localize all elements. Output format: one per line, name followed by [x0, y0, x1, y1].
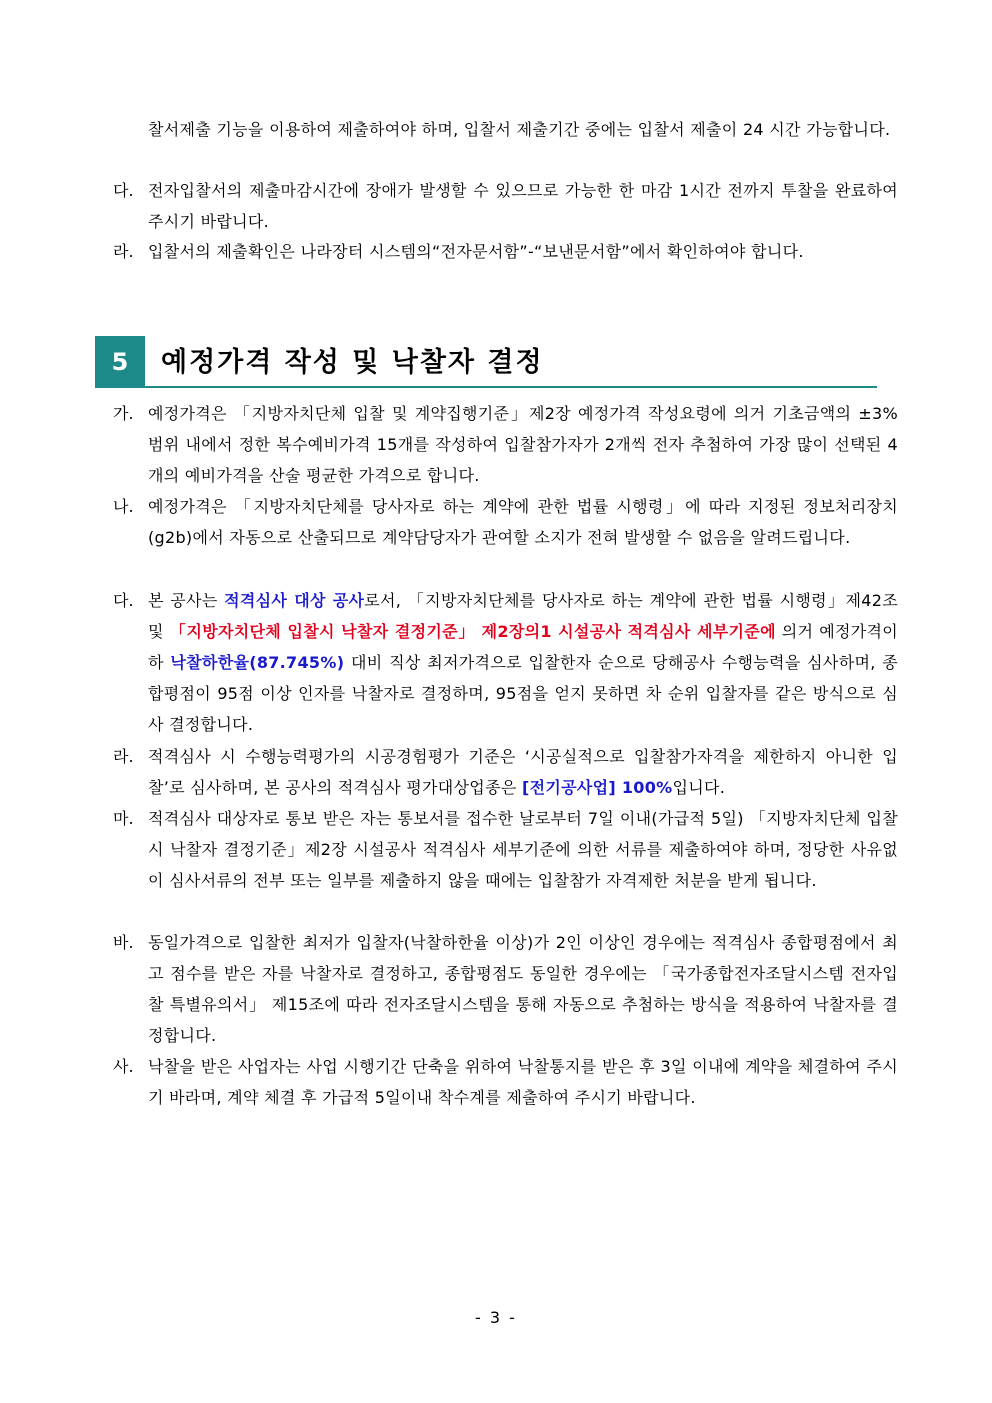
item-text: 동일가격으로 입찰한 최저가 입찰자(낙찰하한율 이상)가 2인 이상인 경우에는 적격심사 종합평점에서 최고 점수를 받은 자를 낙찰자로 결정하고, 종합평점도 동일한 경우에는 「국가종합전자조달시스템 전자입찰 특별유의서」 제15조에 따라 전자조달시스템을 통해 자동으로 추첨하는 방식을 적용하여 낙찰자를 결정합니다.	[148, 933, 898, 1045]
text-run: 의거 예정가격이하	[148, 622, 898, 672]
item-text: 입찰서의 제출확인은 나라장터 시스템의“전자문서함”-“보낸문서함”에서 확인하여야 합니다.	[148, 242, 804, 261]
item-marker: 나.	[113, 497, 134, 516]
list-item-ra	[113, 741, 898, 803]
item-text: 낙찰을 받은 사업자는 사업 시행기간 단축을 위하여 낙찰통지를 받은 후 3일 이내에 계약을 체결하여 주시기 바라며, 계약 체결 후 가급적 5일이내 착수계를 제출하여 주시기 바랍니다.	[148, 1057, 898, 1107]
item-text: 적격심사 대상자로 통보 받은 자는 통보서를 접수한 날로부터 7일 이내(가급적 5일) 「지방자치단체 입찰시 낙찰자 결정기준」제2장 시설공사 적격심사 세부기준에 의한 서류를 제출하여야 하며, 정당한 사유없이 심사서류의 전부 또는 일부를 제출하지 않을 때에는 입찰참가 자격제한 처분을 받게 됩니다.	[148, 809, 898, 890]
item-text: 전자입찰서의 제출마감시간에 장애가 발생할 수 있으므로 가능한 한 마감 1시간 전까지 투찰을 완료하여 주시기 바랍니다.	[148, 181, 898, 231]
text-run: 적격심사 시 수행능력평가의 시공경험평가 기준은 ‘시공실적으로 입찰참가자격을 제한하지 아니한 입찰’로 심사하며, 본 공사의 적격심사 평가대상업종은	[148, 747, 898, 797]
highlight-business-type: [전기공사업] 100%	[521, 778, 673, 797]
text-run: 입니다.	[672, 778, 726, 797]
page-number: - 3 -	[475, 1308, 517, 1327]
item-text	[148, 741, 898, 803]
section-heading	[95, 336, 877, 388]
item-marker: 가.	[113, 404, 134, 423]
continuation-paragraph: 찰서제출 기능을 이용하여 제출하여야 하며, 입찰서 제출기간 중에는 입찰서 제출이 24 시간 가능합니다.	[148, 120, 891, 139]
list-item-ga	[113, 398, 898, 491]
item-marker: 다.	[113, 591, 134, 610]
item-text	[148, 585, 898, 740]
text-run: 대비 직상 최저가격으로 입찰한자 순으로 당해공사 수행능력을 심사하며, 종합평점이 95점 이상 인자를 낙찰자로 결정하며, 95점을 얻지 못하면 차 순위 입찰자를 같은 방식으로 심사 결정합니다.	[148, 653, 898, 734]
list-item-na	[113, 491, 898, 553]
section-number-badge: 5	[95, 336, 145, 388]
item-marker: 마.	[113, 809, 134, 828]
item-marker: 바.	[113, 933, 134, 952]
item-marker: 다.	[113, 181, 134, 200]
item-text: 예정가격은 「지방자치단체를 당사자로 하는 계약에 관한 법률 시행령」에 따라 지정된 정보처리장치(g2b)에서 자동으로 산출되므로 계약담당자가 관여할 소지가 전혀 발생할 수 없음을 알려드립니다.	[148, 497, 898, 547]
section-title: 예정가격 작성 및 낙찰자 결정	[161, 347, 544, 378]
list-item-da	[113, 585, 898, 740]
section-underline	[145, 386, 877, 388]
list-item-ma	[113, 803, 898, 896]
text-run: 본 공사는	[148, 591, 225, 610]
list-item-ba	[113, 927, 898, 1051]
list-item-sa	[113, 1051, 898, 1113]
list-item-ra-intro	[113, 236, 898, 267]
highlight-qualification-target: 적격심사 대상 공사	[224, 591, 365, 610]
item-text: 예정가격은 「지방자치단체 입찰 및 계약집행기준」제2장 예정가격 작성요령에 의거 기초금액의 ±3% 범위 내에서 정한 복수예비가격 15개를 작성하여 입찰참가자가 2개씩 전자 추첨하여 가장 많이 선택된 4개의 예비가격을 산술 평균한 가격으로 합니다.	[148, 404, 898, 485]
list-item-da-intro	[113, 175, 898, 237]
text-run: 로서, 「지방자치단체를 당사자로 하는 계약에 관한 법률 시행령」제42조 및	[148, 591, 898, 641]
item-marker: 사.	[113, 1057, 134, 1076]
highlight-lower-limit-rate: 낙찰하한율(87.745%)	[170, 653, 345, 672]
highlight-decision-criteria: 「지방자치단체 입찰시 낙찰자 결정기준」 제2장의1 시설공사 적격심사 세부기준에	[169, 622, 776, 641]
item-marker: 라.	[113, 242, 134, 261]
item-marker: 라.	[113, 747, 134, 766]
